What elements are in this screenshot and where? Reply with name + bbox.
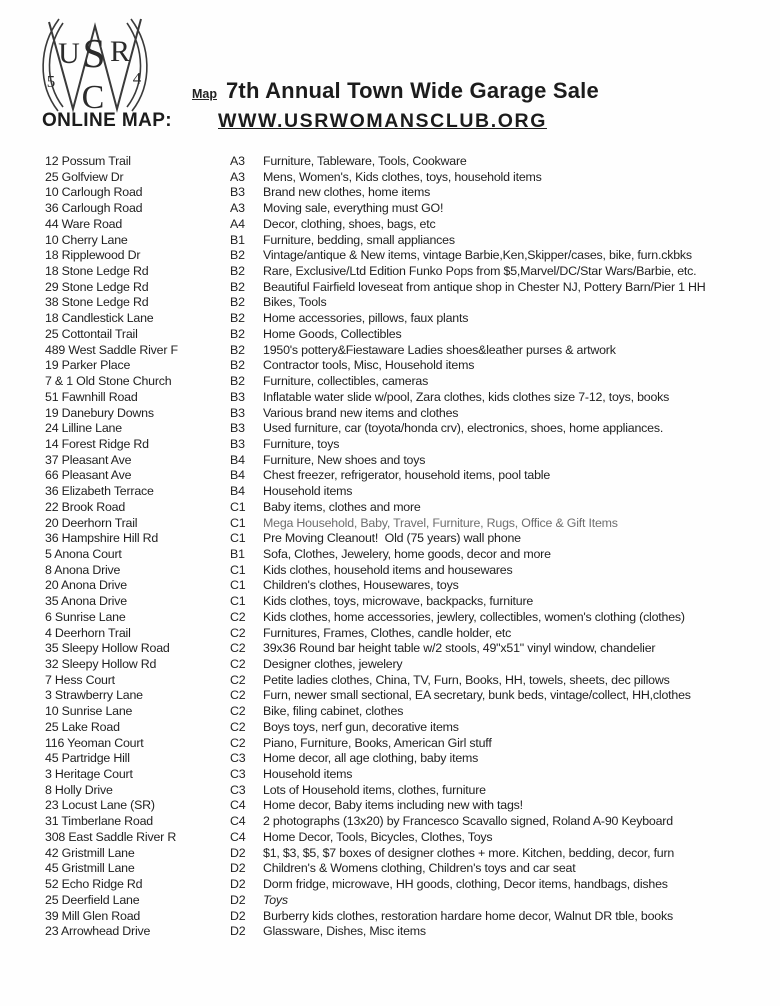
listing-description: Household items bbox=[263, 767, 353, 782]
listing-row bbox=[45, 547, 778, 563]
listing-grid: C2 bbox=[230, 641, 246, 656]
listing-row bbox=[45, 280, 778, 296]
listing-grid: B2 bbox=[230, 295, 245, 310]
listing-description: Furniture, toys bbox=[263, 436, 340, 451]
listing-grid: C2 bbox=[230, 657, 246, 671]
listing-row bbox=[45, 736, 778, 752]
listing-description: Household items bbox=[263, 484, 353, 499]
listing-description: Sofa, Clothes, Jewelery, home goods, decor and more bbox=[263, 546, 551, 561]
listing-grid: B4 bbox=[230, 452, 245, 467]
listing-address: 23 Arrowhead Drive bbox=[45, 924, 151, 939]
listing-row bbox=[45, 861, 778, 877]
listing-row bbox=[45, 484, 778, 500]
title-row bbox=[192, 78, 599, 104]
listing-description: Home accessories, pillows, faux plants bbox=[263, 311, 469, 326]
listing-description: Mega Household, Baby, Travel, Furniture, Rugs, Office & Gift Items bbox=[263, 515, 618, 530]
listing-row bbox=[45, 578, 778, 594]
listing-grid: C3 bbox=[230, 751, 246, 766]
listing-row bbox=[45, 688, 778, 704]
listing-description: 39x36 Round bar height table w/2 stools, 49"x51" vinyl window, chandelier bbox=[263, 641, 656, 656]
listing-grid: B3 bbox=[230, 436, 245, 451]
listing-grid: C2 bbox=[230, 609, 246, 624]
listing-address: 18 Candlestick Lane bbox=[45, 311, 154, 326]
listing-description: Inflatable water slide w/pool, Zara clothes, kids clothes size 7-12, toys, books bbox=[263, 389, 670, 404]
listing-grid: B4 bbox=[230, 468, 245, 483]
listing-address: 8 Anona Drive bbox=[45, 562, 121, 577]
listing-description: Brand new clothes, home items bbox=[263, 185, 431, 200]
listing-row bbox=[45, 641, 778, 657]
map-link[interactable]: Map bbox=[192, 87, 217, 101]
logo-letter-c: C bbox=[81, 79, 105, 116]
listing-description: Petite ladies clothes, China, TV, Furn, Books, HH, towels, sheets, dec pillows bbox=[263, 672, 670, 687]
listing-address: 66 Pleasant Ave bbox=[45, 468, 132, 483]
listing-row bbox=[45, 154, 778, 170]
listing-description: Glassware, Dishes, Misc items bbox=[263, 924, 426, 939]
listing-description: Furniture, bedding, small appliances bbox=[263, 232, 455, 247]
website-link[interactable]: WWW.USRWOMANSCLUB.ORG bbox=[218, 110, 547, 132]
listing-address: 45 Partridge Hill bbox=[45, 751, 130, 766]
listing-grid: C1 bbox=[230, 578, 246, 593]
listing-description: Bike, filing cabinet, clothes bbox=[263, 704, 404, 719]
listing-description: Moving sale, everything must GO! bbox=[263, 201, 444, 216]
listing-address: 7 Hess Court bbox=[45, 672, 115, 687]
listing-grid: D2 bbox=[230, 861, 246, 876]
listing-row bbox=[45, 217, 778, 233]
listing-grid: C2 bbox=[230, 672, 246, 687]
listing-description: 2 photographs (13x20) by Francesco Scavallo signed, Roland A-90 Keyboard bbox=[263, 814, 673, 829]
logo-number-4: 4 bbox=[132, 69, 142, 88]
listing-address: 308 East Saddle River R bbox=[45, 829, 177, 844]
listing-address: 116 Yeoman Court bbox=[45, 735, 144, 750]
listing-grid: B1 bbox=[230, 546, 245, 561]
listing-description: 1950's pottery&Fiestaware Ladies shoes&leather purses & artwork bbox=[263, 342, 616, 357]
listing-row bbox=[45, 327, 778, 343]
listing-row bbox=[45, 500, 778, 516]
listing-address: 19 Danebury Downs bbox=[45, 405, 154, 420]
listing-row bbox=[45, 830, 778, 846]
listing-row bbox=[45, 468, 778, 484]
listing-grid: C4 bbox=[230, 829, 246, 844]
listing-description: Dorm fridge, microwave, HH goods, clothing, Decor items, handbags, dishes bbox=[263, 877, 668, 892]
listing-grid: D2 bbox=[230, 892, 246, 907]
listing-row bbox=[45, 798, 778, 814]
listing-address: 6 Sunrise Lane bbox=[45, 609, 126, 624]
listing-row bbox=[45, 421, 778, 437]
listing-description: Bikes, Tools bbox=[263, 295, 327, 310]
listing-row bbox=[45, 233, 778, 249]
listing-grid: C3 bbox=[230, 767, 246, 782]
online-map-label: ONLINE MAP: bbox=[42, 110, 173, 131]
listing-address: 25 Deerfield Lane bbox=[45, 892, 140, 907]
listing-grid: C2 bbox=[230, 688, 246, 703]
listing-grid: D2 bbox=[230, 877, 246, 892]
listing-address: 31 Timberlane Road bbox=[45, 814, 153, 829]
listing-address: 51 Fawnhill Road bbox=[45, 389, 138, 404]
listings-table bbox=[45, 154, 778, 940]
listing-description: Kids clothes, home accessories, jewlery, collectibles, women's clothing (clothes) bbox=[263, 609, 685, 624]
listing-row bbox=[45, 846, 778, 862]
usr-womans-club-logo bbox=[36, 14, 154, 120]
listing-description: Boys toys, nerf gun, decorative items bbox=[263, 719, 459, 734]
listing-description: Burberry kids clothes, restoration hardare home decor, Walnut DR tble, books bbox=[263, 908, 673, 923]
listing-row bbox=[45, 924, 778, 940]
listing-address: 24 Lilline Lane bbox=[45, 421, 122, 436]
listing-description: Lots of Household items, clothes, furniture bbox=[263, 782, 486, 797]
listing-row bbox=[45, 264, 778, 280]
listing-description: Home decor, Baby items including new with tags! bbox=[263, 798, 523, 813]
listing-description: Home decor, all age clothing, baby items bbox=[263, 751, 479, 766]
listing-address: 36 Carlough Road bbox=[45, 201, 143, 216]
listing-address: 25 Cottontail Trail bbox=[45, 326, 138, 341]
logo-number-5: 5 bbox=[46, 72, 56, 91]
listing-description: Children's & Womens clothing, Children's toys and car seat bbox=[263, 861, 576, 876]
listing-row bbox=[45, 343, 778, 359]
logo-letter-u: U bbox=[58, 37, 80, 70]
listing-grid: C1 bbox=[230, 499, 246, 514]
listing-description: Mens, Women's, Kids clothes, toys, household items bbox=[263, 169, 542, 184]
listing-grid: B2 bbox=[230, 358, 245, 373]
listing-row bbox=[45, 909, 778, 925]
listing-row bbox=[45, 610, 778, 626]
listing-address: 32 Sleepy Hollow Rd bbox=[45, 657, 157, 671]
listing-row bbox=[45, 626, 778, 642]
listing-row bbox=[45, 248, 778, 264]
listing-address: 10 Sunrise Lane bbox=[45, 704, 133, 719]
listing-grid: B3 bbox=[230, 421, 245, 436]
listing-description: Furn, newer small sectional, EA secretary, bunk beds, vintage/collect, HH,clothes bbox=[263, 688, 691, 703]
listing-row bbox=[45, 704, 778, 720]
listing-grid: D2 bbox=[230, 908, 246, 923]
listing-description: Used furniture, car (toyota/honda crv), electronics, shoes, home appliances. bbox=[263, 421, 664, 436]
listing-row bbox=[45, 437, 778, 453]
listing-grid: C4 bbox=[230, 798, 246, 813]
listing-row bbox=[45, 657, 778, 673]
listing-grid: B2 bbox=[230, 264, 245, 279]
listing-address: 22 Brook Road bbox=[45, 499, 126, 514]
listing-address: 8 Holly Drive bbox=[45, 782, 113, 797]
listing-address: 25 Golfview Dr bbox=[45, 169, 124, 184]
listing-description: Toys bbox=[263, 892, 288, 907]
listing-address: 10 Carlough Road bbox=[45, 185, 143, 200]
listing-address: 4 Deerhorn Trail bbox=[45, 625, 131, 640]
listing-description: Baby items, clothes and more bbox=[263, 499, 421, 514]
logo-letter-s: S bbox=[82, 30, 106, 76]
listing-address: 18 Ripplewood Dr bbox=[45, 248, 141, 263]
listing-address: 3 Heritage Court bbox=[45, 767, 133, 782]
listing-address: 35 Sleepy Hollow Road bbox=[45, 641, 170, 656]
listing-row bbox=[45, 201, 778, 217]
listing-description: Pre Moving Cleanout! Old (75 years) wall phone bbox=[263, 531, 521, 546]
listing-address: 44 Ware Road bbox=[45, 216, 123, 231]
listing-row bbox=[45, 877, 778, 893]
listing-grid: D2 bbox=[230, 845, 246, 860]
listing-description: Designer clothes, jewelery bbox=[263, 657, 403, 671]
listing-description: Children's clothes, Housewares, toys bbox=[263, 578, 459, 593]
listing-description: Home Decor, Tools, Bicycles, Clothes, Toys bbox=[263, 829, 493, 844]
listing-address: 42 Gristmill Lane bbox=[45, 845, 135, 860]
listing-row bbox=[45, 893, 778, 909]
listing-row bbox=[45, 453, 778, 469]
listing-grid: B3 bbox=[230, 185, 245, 200]
listing-description: Kids clothes, household items and housewares bbox=[263, 562, 513, 577]
listing-grid: B3 bbox=[230, 405, 245, 420]
listing-row bbox=[45, 814, 778, 830]
listing-address: 3 Strawberry Lane bbox=[45, 688, 143, 703]
listing-row bbox=[45, 295, 778, 311]
listing-grid: B4 bbox=[230, 484, 245, 499]
listing-address: 12 Possum Trail bbox=[45, 154, 131, 168]
listing-grid: B2 bbox=[230, 326, 245, 341]
listing-grid: B3 bbox=[230, 389, 245, 404]
listing-address: 39 Mill Glen Road bbox=[45, 908, 141, 923]
listing-description: Piano, Furniture, Books, American Girl stuff bbox=[263, 735, 492, 750]
listing-row bbox=[45, 390, 778, 406]
listing-address: 18 Stone Ledge Rd bbox=[45, 264, 149, 279]
listing-description: Kids clothes, toys, microwave, backpacks, furniture bbox=[263, 594, 534, 609]
listing-row bbox=[45, 311, 778, 327]
listing-grid: A3 bbox=[230, 169, 245, 184]
listing-address: 38 Stone Ledge Rd bbox=[45, 295, 149, 310]
listing-row bbox=[45, 594, 778, 610]
listing-grid: B2 bbox=[230, 279, 245, 294]
listing-row bbox=[45, 531, 778, 547]
listing-grid: B2 bbox=[230, 311, 245, 326]
listing-address: 20 Anona Drive bbox=[45, 578, 127, 593]
logo-letter-r: R bbox=[109, 35, 131, 68]
listing-row bbox=[45, 374, 778, 390]
listing-grid: B1 bbox=[230, 232, 245, 247]
listing-grid: C1 bbox=[230, 515, 246, 530]
listing-description: Home Goods, Collectibles bbox=[263, 326, 402, 341]
page-title: 7th Annual Town Wide Garage Sale bbox=[226, 78, 599, 103]
listing-address: 5 Anona Court bbox=[45, 546, 122, 561]
listing-row bbox=[45, 185, 778, 201]
listing-address: 23 Locust Lane (SR) bbox=[45, 798, 155, 813]
listing-grid: B2 bbox=[230, 248, 245, 263]
listing-row bbox=[45, 673, 778, 689]
listing-description: Furniture, New shoes and toys bbox=[263, 452, 426, 467]
listing-description: Decor, clothing, shoes, bags, etc bbox=[263, 216, 436, 231]
listing-row bbox=[45, 406, 778, 422]
listing-grid: C1 bbox=[230, 562, 246, 577]
listing-description: Vintage/antique & New items, vintage Barbie,Ken,Skipper/cases, bike, furn.ckbks bbox=[263, 248, 692, 263]
listing-row bbox=[45, 358, 778, 374]
listing-address: 19 Parker Place bbox=[45, 358, 131, 373]
listing-grid: B2 bbox=[230, 342, 245, 357]
listing-row bbox=[45, 170, 778, 186]
listing-address: 37 Pleasant Ave bbox=[45, 452, 132, 467]
listing-address: 14 Forest Ridge Rd bbox=[45, 436, 149, 451]
listing-address: 45 Gristmill Lane bbox=[45, 861, 135, 876]
listing-grid: C1 bbox=[230, 531, 246, 546]
listing-grid: C2 bbox=[230, 735, 246, 750]
listing-description: Furniture, Tableware, Tools, Cookware bbox=[263, 154, 467, 168]
listing-grid: C2 bbox=[230, 719, 246, 734]
listing-row bbox=[45, 516, 778, 532]
listing-grid: A3 bbox=[230, 154, 245, 168]
listing-grid: C3 bbox=[230, 782, 246, 797]
listing-address: 52 Echo Ridge Rd bbox=[45, 877, 143, 892]
listing-description: Furnitures, Frames, Clothes, candle holder, etc bbox=[263, 625, 512, 640]
listing-description: Beautiful Fairfield loveseat from antique shop in Chester NJ, Pottery Barn/Pier 1 HH bbox=[263, 279, 706, 294]
listing-description: $1, $3, $5, $7 boxes of designer clothes + more. Kitchen, bedding, decor, furn bbox=[263, 845, 675, 860]
listing-row bbox=[45, 767, 778, 783]
listing-row bbox=[45, 720, 778, 736]
listing-grid: C2 bbox=[230, 625, 246, 640]
listing-grid: A3 bbox=[230, 201, 245, 216]
listing-grid: C4 bbox=[230, 814, 246, 829]
listing-description: Chest freezer, refrigerator, household items, pool table bbox=[263, 468, 551, 483]
listing-grid: B2 bbox=[230, 374, 245, 389]
listing-grid: D2 bbox=[230, 924, 246, 939]
listing-grid: C2 bbox=[230, 704, 246, 719]
listing-description: Furniture, collectibles, cameras bbox=[263, 374, 429, 389]
listing-description: Contractor tools, Misc, Household items bbox=[263, 358, 475, 373]
listing-address: 10 Cherry Lane bbox=[45, 232, 128, 247]
listing-grid: C1 bbox=[230, 594, 246, 609]
listing-address: 489 West Saddle River F bbox=[45, 342, 178, 357]
listing-description: Rare, Exclusive/Ltd Edition Funko Pops from $5,Marvel/DC/Star Wars/Barbie, etc. bbox=[263, 264, 697, 279]
listing-address: 36 Hampshire Hill Rd bbox=[45, 531, 159, 546]
listing-grid: A4 bbox=[230, 216, 245, 231]
listing-description: Various brand new items and clothes bbox=[263, 405, 459, 420]
listing-address: 36 Elizabeth Terrace bbox=[45, 484, 154, 499]
listing-row bbox=[45, 751, 778, 767]
listing-row bbox=[45, 783, 778, 799]
listing-address: 20 Deerhorn Trail bbox=[45, 515, 138, 530]
listing-address: 35 Anona Drive bbox=[45, 594, 127, 609]
listing-address: 25 Lake Road bbox=[45, 719, 120, 734]
listing-address: 7 & 1 Old Stone Church bbox=[45, 374, 172, 389]
listing-address: 29 Stone Ledge Rd bbox=[45, 279, 149, 294]
listing-row bbox=[45, 563, 778, 579]
